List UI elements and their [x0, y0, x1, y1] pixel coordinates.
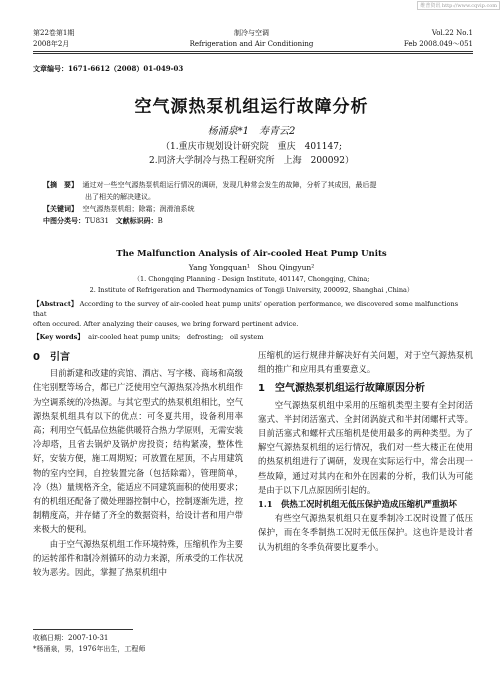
article-number: 文章编号：1671-6612（2008）01-049-03: [33, 64, 184, 73]
abstract-text-1: 通过对一些空气源热泵机组运行情况的调研，发现几种常会发生的故障，分析了其成因，最后提: [82, 181, 377, 189]
abstract-en-label: 【Abstract】: [33, 300, 78, 308]
section-1-paragraph-1: 空气源热泵机组中采用的压缩机类型主要有全封闭活塞式、半封闭活塞式、全封闭涡旋式和半封闭螺杆式等。目前活塞式和螺杆式压缩机是使用最多的两种类型。为了解空气源热泵机组的运行情况，我们对一些大楼正在使用的热泵机组进行了调研，发现在实际运行中，常会出现一些故障，通过对其内在和外在因素的分析，我们认为可能是由于以下几点原因所引起的。: [258, 399, 473, 495]
header-vol-no: Vol.22 No.1: [431, 29, 473, 37]
abstract-en-text-2: often occured. After analyzing their causes, we bring forward pertinent advice.: [33, 320, 299, 328]
header-date: 2008年2月: [33, 40, 70, 48]
footnote-rule: [33, 629, 133, 630]
header-rule: [33, 51, 473, 52]
affiliation-cn-1: （1.重庆市规划设计研究院 重庆 401147;: [161, 142, 342, 152]
right-intro-paragraph: 压缩机的运行规律并解决好有关问题，对于空气源热泵机组的推广和应用具有重要意义。: [258, 350, 473, 375]
header-pages: Feb 2008.049～051: [403, 40, 473, 48]
keywords-en: air-cooled heat pump units; defrosting; oil system: [88, 333, 264, 341]
header-journal-en: Refrigeration and Air Conditioning: [189, 40, 314, 48]
doc-code-value: B: [157, 217, 163, 225]
author-note: *杨涌泉，男，1976年出生，工程师: [33, 645, 146, 653]
doc-code-label: 文献标识码：: [115, 216, 158, 225]
title-en: The Malfunction Analysis of Air-cooled Heat Pump Units: [116, 249, 387, 259]
clc-label: 中图分类号：: [43, 216, 85, 225]
subsection-1-1-heading: 1.1 供热工况时机组无低压保护造成压缩机严重损坏: [258, 499, 457, 510]
affiliation-cn-2: 2.同济大学制冷与热工程研究所 上海 200092）: [149, 156, 354, 166]
abstract-en: [33, 299, 473, 342]
title-cn: 空气源热泵机组运行故障分析: [134, 97, 369, 117]
authors-en: Yang Yongquan¹ Shou Qingyun²: [188, 263, 315, 272]
keywords-label: 【关键词】: [43, 204, 78, 213]
abstract-text-2: 出了相关的解决建议。: [85, 193, 155, 201]
clc-value: TU831: [85, 217, 109, 225]
header-rule-2: [33, 53, 473, 54]
keywords-cn: 空气源热泵机组；除霜；润滑油系统: [82, 205, 195, 213]
abstract-cn: [43, 180, 463, 226]
received-date: 收稿日期：2007-10-31: [33, 634, 109, 642]
section-0-heading: 0 引言: [33, 352, 70, 363]
right-column: [258, 348, 473, 554]
section-0-paragraph-2: 由于空气源热泵机组工作环境特殊，压缩机作为主要的运转部件和制冷剂循环的动力来源，所承受的工作状况较为恶劣。因此，掌握了热泵机组中: [33, 538, 243, 578]
abstract-label: 【摘 要】: [43, 180, 78, 189]
source-watermark: 维普资讯 http://www.cqvip.com: [417, 1, 500, 10]
abstract-en-text-1: According to the survey of air-cooled heat pump units' operation performance, we discovered some malfunctions that: [33, 300, 459, 318]
header-volume: 第22卷第1期: [33, 29, 75, 37]
keywords-en-label: 【Key words】: [33, 333, 84, 341]
affiliation-en-1: （1. Chongqing Planning - Design Institute, 401147, Chongqing, China;: [133, 275, 370, 283]
section-1-heading: 1 空气源热泵机组运行故障原因分析: [258, 383, 425, 395]
affiliation-en-2: 2. Institute of Refrigeration and Thermodynamics of Tongji University, 200092, Shanghai ,China）: [89, 286, 414, 294]
section-0-paragraph-1: 目前新建和改建的宾馆、酒店、写字楼、商场和高级住宅别墅等场合，都已广泛使用空气源热泵冷热水机组作为空调系统的冷热源。与其它型式的热泵机组相比，空气源热泵机组具有以下的优点：可冬夏共用，设备利用率高；利用空气低品位热能供暖符合热力学原则，无需安装冷却塔，且省去锅炉及锅炉房投资；结构紧凑，整体性好，安装方便，施工周期短；可放置在屋顶，不占用建筑物的室内空间，自控装置完备（包括除霜），管理简单，冷（热）量规格齐全，能适应不同建筑面积的使用要求；有的机组还配备了微处理器控制中心，控制逐渐先进，控制精度高，并存储了齐全的数据资料，给设计者和用户带来极大的便利。: [33, 368, 243, 535]
section-1-paragraph-2: 有些空气源热泵机组只在夏季制冷工况时设置了低压保护，而在冬季制热工况时无低压保护。这也许是设计者认为机组的冬季负荷要比夏季小。: [258, 513, 473, 552]
left-column: [33, 348, 243, 579]
header-journal-cn: 制冷与空调: [234, 29, 269, 37]
authors-cn: 杨涌泉*1 寿青云2: [207, 126, 296, 137]
